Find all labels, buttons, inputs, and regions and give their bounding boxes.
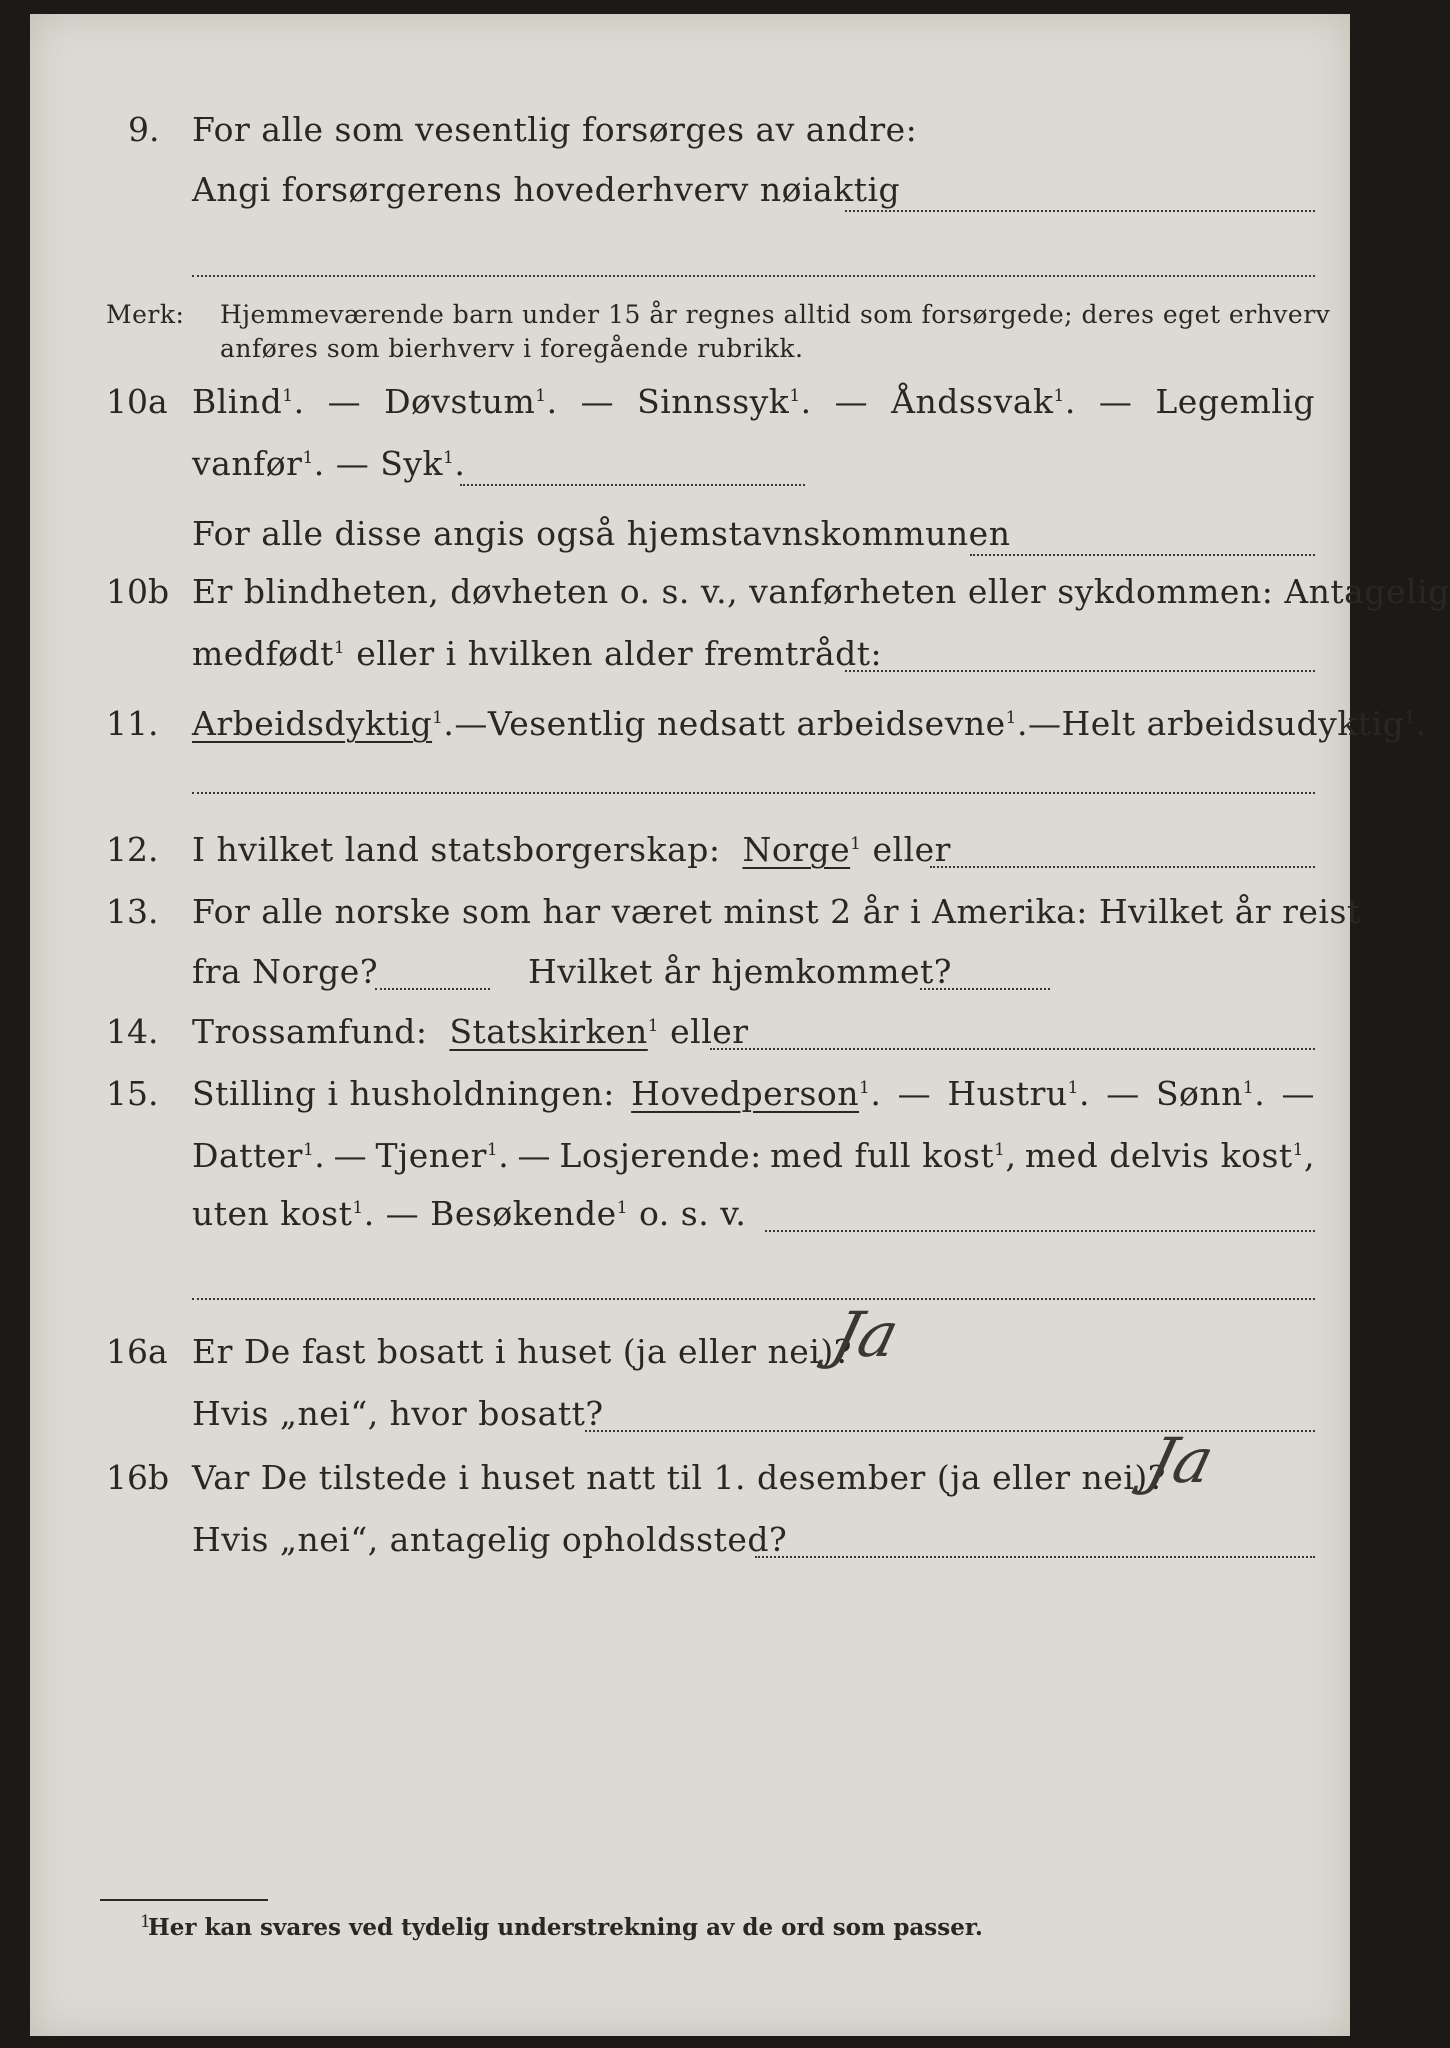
q10a-line3: For alle disse angis også hjemstavnskommunen: [192, 514, 1011, 553]
q14-answer-line: [710, 1048, 1315, 1050]
opt-legemlig: Legemlig: [1155, 382, 1315, 421]
q16b-handwritten-answer: Ja: [1140, 1424, 1221, 1497]
q13-fra-norge: fra Norge?: [192, 952, 379, 991]
opt-arbeidsdyktig: Arbeidsdyktig: [192, 704, 433, 743]
merk-label: Merk:: [106, 300, 185, 329]
q11-answer-line: [192, 792, 1315, 794]
q10b-line1: Er blindheten, døvheten o. s. v., vanførheten eller sykdommen: Antagelig: [192, 572, 1450, 611]
q10b-answer-line: [845, 670, 1315, 672]
q12-line1: I hvilket land statsborgerskap: Norge$^1$ eller: [192, 830, 951, 869]
q10a-line2: vanfør$^1$. — Syk$^1$.: [192, 444, 466, 483]
q12-answer-line: [930, 866, 1315, 868]
q14-number: 14.: [106, 1012, 159, 1051]
opt-sonn: Sønn: [1155, 1074, 1243, 1113]
merk-line1: Hjemmeværende barn under 15 år regnes alltid som forsørgede; deres eget erhverv: [220, 300, 1331, 329]
footnote-text: Her kan svares ved tydelig understrekning av de ord som passer.: [148, 1914, 983, 1941]
opt-dovstum: Døvstum: [384, 382, 536, 421]
opt-hustru: Hustru: [947, 1074, 1068, 1113]
q13-number: 13.: [106, 892, 159, 931]
opt-medfodt: medfødt: [192, 634, 334, 673]
opt-vanfor: vanfør: [192, 444, 303, 483]
opt-syk: Syk: [380, 444, 443, 483]
q16b-number: 16b: [106, 1458, 170, 1497]
q10a-line1: Blind$^1$. — Døvstum$^1$. — Sinnssyk$^1$. — Åndssvak$^1$. — Legemlig: [192, 382, 1315, 421]
opt-hovedperson: Hovedperson: [631, 1074, 860, 1113]
footnote-marker: 1: [140, 1912, 151, 1932]
q16a-line2: Hvis „nei“, hvor bosatt?: [192, 1394, 604, 1433]
opt-statskirken: Statskirken: [449, 1012, 648, 1051]
footnote-rule: [100, 1899, 268, 1901]
q16a-handwritten-answer: Ja: [825, 1298, 906, 1371]
q12-number: 12.: [106, 830, 159, 869]
q11-line1: Arbeidsdyktig$^1$. — Vesentlig nedsatt arbeidsevne$^1$. — Helt arbeidsudyktig$^1$.: [192, 704, 1427, 743]
opt-andssvak: Åndssvak: [891, 382, 1054, 421]
opt-datter: Datter: [192, 1136, 303, 1175]
opt-delvis-kost: med delvis kost: [1024, 1136, 1293, 1175]
q9-answer-line-2: [192, 275, 1315, 277]
q13-line1: For alle norske som har været minst 2 år i Amerika: Hvilket år reist: [192, 892, 1361, 931]
opt-sinnssyk: Sinnssyk: [637, 382, 790, 421]
q15-line2: Datter$^1$. — Tjener$^1$. — Losjerende: med full kost$^1$, med delvis kost$^1$,: [192, 1136, 1315, 1175]
q13-hjemkommet: Hvilket år hjemkommet?: [528, 952, 952, 991]
opt-besokende: Besøkende: [430, 1194, 617, 1233]
census-form-page: [30, 14, 1450, 2036]
q13-year-left-line: [375, 988, 490, 990]
q16a-line1: Er De fast bosatt i huset (ja eller nei)?: [192, 1332, 852, 1371]
q9-answer-line: [845, 210, 1315, 212]
q10a-number: 10a: [106, 382, 168, 421]
q10b-line2: medfødt$^1$ eller i hvilken alder fremtrådt:: [192, 634, 883, 673]
opt-blind: Blind: [192, 382, 283, 421]
q15-line1: Stilling i husholdningen: Hovedperson$^1$. — Hustru$^1$. — Sønn$^1$. —: [192, 1074, 1315, 1113]
opt-nedsatt: Vesentlig nedsatt arbeidsevne: [487, 704, 1006, 743]
opt-udyktig: Helt arbeidsudyktig: [1061, 704, 1405, 743]
opt-losjerende: Losjerende:: [559, 1136, 762, 1175]
q16b-line2: Hvis „nei“, antagelig opholdssted?: [192, 1520, 788, 1559]
q13-year-right-line: [920, 988, 1050, 990]
q9-line1: For alle som vesentlig forsørges av andre:: [192, 110, 918, 149]
q15-answer-line: [765, 1230, 1315, 1232]
q9-number: 9.: [128, 110, 160, 149]
q16b-answer-line: [755, 1556, 1315, 1558]
q16a-number: 16a: [106, 1332, 168, 1371]
opt-norge: Norge: [742, 830, 851, 869]
q14-line1: Trossamfund: Statskirken$^1$ eller: [192, 1012, 749, 1051]
q16b-line1: Var De tilstede i huset natt til 1. desember (ja eller nei)?: [192, 1458, 1166, 1497]
q15-answer-line-2: [192, 1298, 1315, 1300]
merk-line2: anføres som bierhverv i foregående rubrikk.: [220, 334, 804, 363]
opt-uten-kost: uten kost: [192, 1194, 353, 1233]
q10a-kommune-line: [970, 554, 1315, 556]
q15-number: 15.: [106, 1074, 159, 1113]
q10a-syk-line: [460, 484, 805, 486]
opt-full-kost: med full kost: [770, 1136, 995, 1175]
q11-number: 11.: [106, 704, 159, 743]
q9-line2: Angi forsørgerens hovederhverv nøiaktig: [192, 170, 901, 209]
q10b-number: 10b: [106, 572, 170, 611]
q15-line3: uten kost$^1$. — Besøkende$^1$ o. s. v.: [192, 1194, 747, 1233]
opt-tjener: Tjener: [375, 1136, 487, 1175]
